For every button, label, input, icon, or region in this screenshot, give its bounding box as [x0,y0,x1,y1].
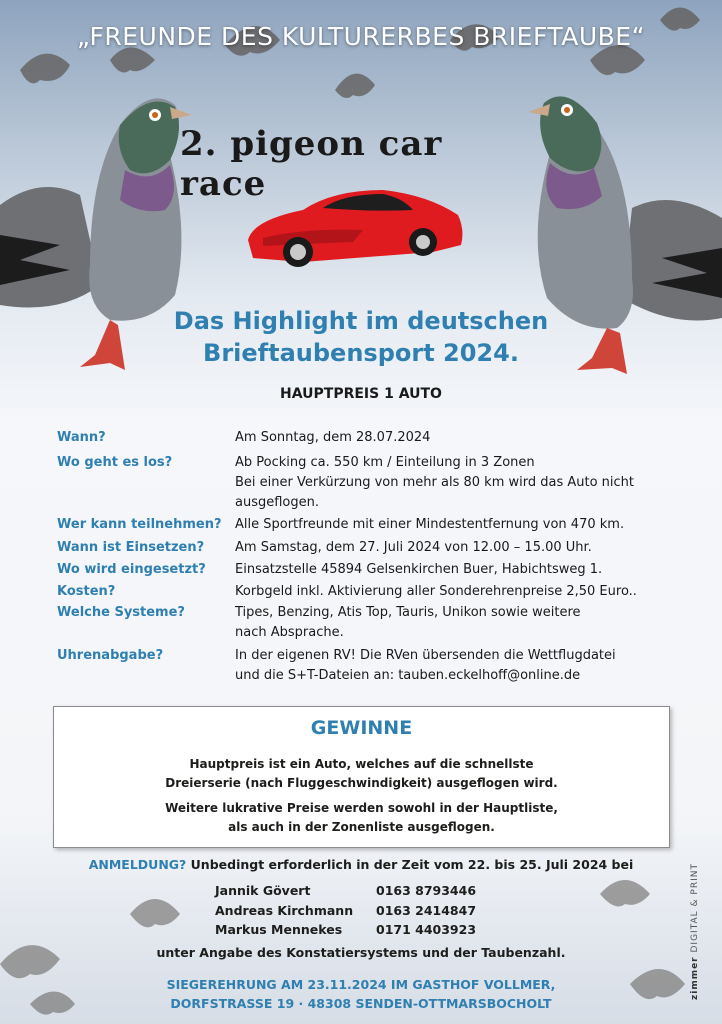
info-answer-line: Bei einer Verkürzung von mehr als 80 km wird das Auto nicht [235,475,635,490]
headline [0,305,722,369]
info-question: Wann? [57,430,106,445]
contact-name: Jannik Gövert [215,883,311,898]
award-line-2: DORFSTRASSE 19 · 48308 SENDEN-OTTMARSBOCHOLT [170,996,552,1011]
prizes-box [53,706,670,848]
info-answer-line: Ab Pocking ca. 550 km / Einteilung in 3 Zonen [235,455,535,470]
headline-line-1: Das Highlight im deutschen [173,307,549,335]
info-answer-line: Einsatzstelle 45894 Gelsenkirchen Buer, Habichtsweg 1. [235,562,603,577]
info-answer [235,428,675,448]
printer-brand: zimmer [690,956,700,1000]
prizes-paragraph-2 [54,799,669,837]
info-answer [235,646,675,686]
printer-credit [690,863,700,1000]
prizes-line: Dreierserie (nach Fluggeschwindigkeit) ausgeflogen wird. [165,776,558,790]
race-title: 2. pigeon car race [180,124,443,204]
prizes-line: Weitere lukrative Preise werden sowohl in der Hauptliste, [165,801,558,815]
registration-note: unter Angabe des Konstatiersystems und der Taubenzahl. [156,945,566,960]
main-prize: HAUPTPREIS 1 AUTO [280,386,442,402]
headline-line-2: Brieftaubensport 2024. [203,339,519,367]
registration-text: Unbedingt erforderlich in der Zeit vom 22. bis 25. Juli 2024 bei [190,857,634,872]
red-sports-car-image [243,180,468,275]
slogan: „FREUNDE DES KULTURERBES BRIEFTAUBE“ [76,22,646,51]
info-question: Kosten? [57,584,116,599]
info-answer-line: Tipes, Benzing, Atis Top, Tauris, Unikon sowie weitere [235,605,581,620]
contact-phone: 0171 4403923 [376,922,477,937]
registration-label: ANMELDUNG? [88,857,187,872]
info-answer-line: Am Samstag, dem 27. Juli 2024 von 12.00 – 15.00 Uhr. [235,540,592,555]
info-answer [235,515,675,535]
info-answer-line: Korbgeld inkl. Aktivierung aller Sonderehrenpreise 2,50 Euro.. [235,584,637,599]
prizes-paragraph-1 [54,755,669,793]
registration-heading [0,857,722,872]
info-question: Wer kann teilnehmen? [57,517,222,532]
contact-name: Andreas Kirchmann [215,903,354,918]
info-answer-line: In der eigenen RV! Die RVen übersenden die Wettflugdatei [235,648,616,663]
contact-name: Markus Mennekes [215,922,343,937]
info-answer-line: Am Sonntag, dem 28.07.2024 [235,430,431,445]
info-question: Welche Systeme? [57,605,185,620]
info-answer [235,560,675,580]
info-question: Wo geht es los? [57,455,173,470]
info-answer-line: ausgeflogen. [235,495,319,510]
prizes-line: als auch in der Zonenliste ausgeflogen. [228,820,495,834]
contact-phone: 0163 8793446 [376,883,477,898]
prizes-line: Hauptpreis ist ein Auto, welches auf die schnellste [189,757,534,771]
info-answer-line: Alle Sportfreunde mit einer Mindestentfernung von 470 km. [235,517,625,532]
info-question: Wo wird eingesetzt? [57,562,206,577]
award-line-1: SIEGEREHRUNG AM 23.11.2024 IM GASTHOF VOLLMER, [166,977,556,992]
info-question: Uhrenabgabe? [57,648,164,663]
info-answer [235,453,675,513]
prizes-title: GEWINNE [310,717,413,739]
info-answer [235,603,675,643]
contact-phone: 0163 2414847 [376,903,477,918]
info-answer [235,582,675,602]
info-answer-line: und die S+T-Dateien an: tauben.eckelhoff@online.de [235,668,581,683]
info-answer-line: nach Absprache. [235,625,344,640]
printer-tag: DIGITAL & PRINT [690,863,700,953]
info-question: Wann ist Einsetzen? [57,540,205,555]
info-answer [235,538,675,558]
